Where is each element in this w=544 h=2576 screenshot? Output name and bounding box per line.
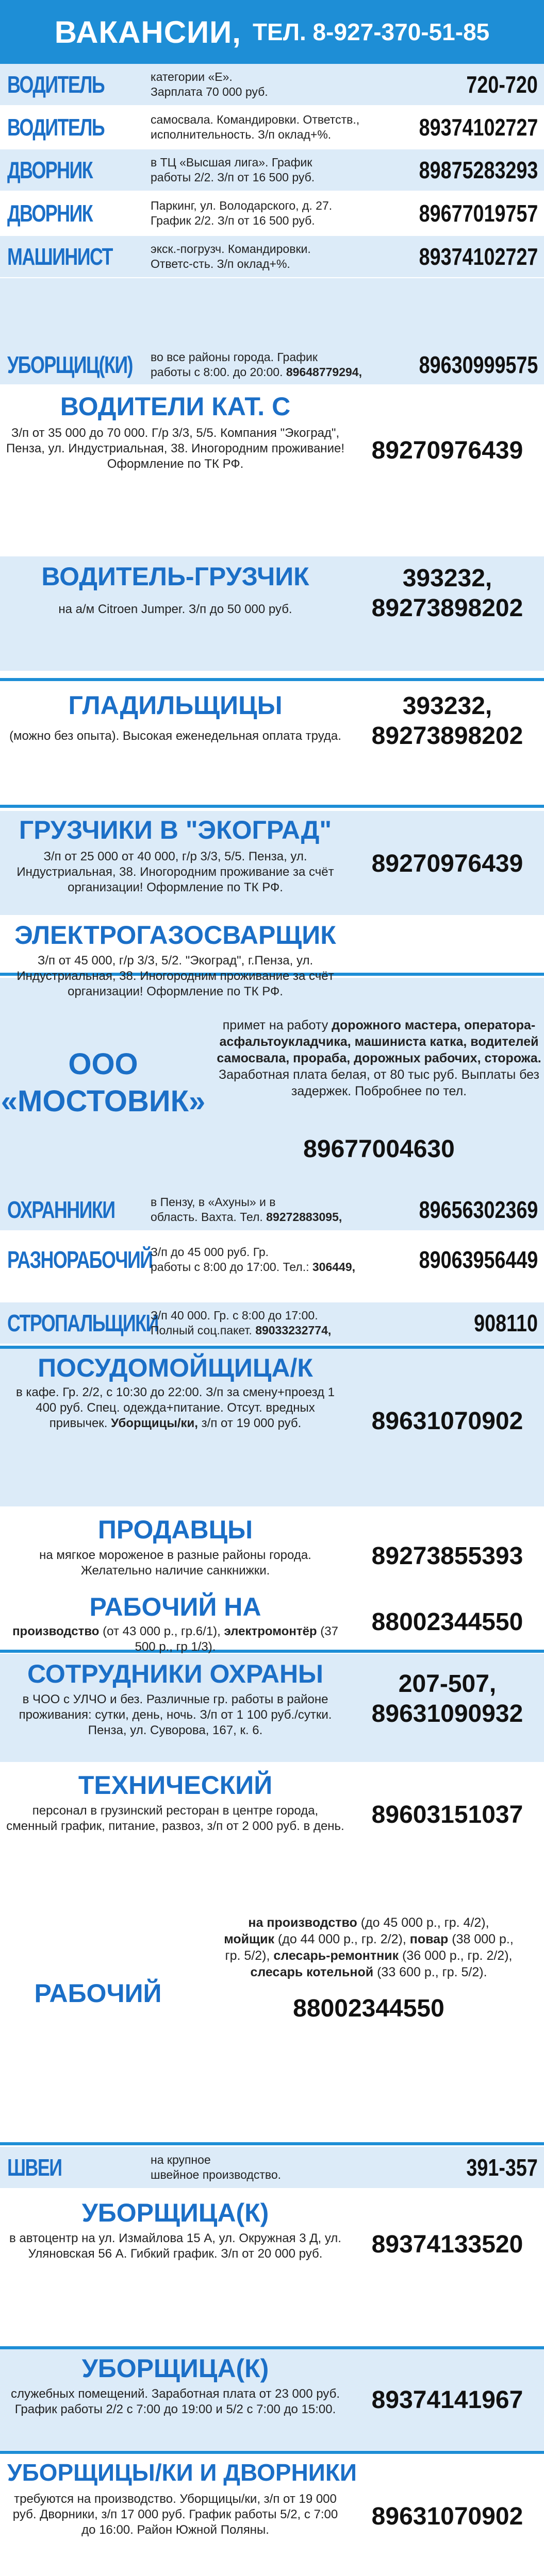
job-title: ДВОРНИК [7, 200, 93, 227]
job-phone: 89270976439 [371, 850, 523, 877]
divider [0, 2346, 544, 2349]
job-phone: 88002344550 [293, 1995, 444, 2022]
job-phone: 89374133520 [371, 2231, 523, 2258]
job-phone: 393232, 89273898202 [371, 692, 523, 750]
job-phone: 207-507, 89631090932 [371, 1670, 523, 1727]
listing-row [0, 64, 544, 105]
job-phone: 89630999575 [419, 351, 538, 378]
listing-row [0, 1239, 544, 1280]
job-title: СОТРУДНИКИ ОХРАНЫ [27, 1659, 324, 1688]
job-phone: 89631070902 [371, 2503, 523, 2530]
job-description: на мягкое мороженое в разные районы города. Желательно наличие санкнижки. [39, 1548, 311, 1578]
company-description: примет на работу дорожного мастера, оператора-асфальтоукладчика, машиниста катка, водителей самосвала, прораба, дорожных рабочих, сторожа. Заработная плата белая, от 80 тыс руб. Выплаты без задержек. Побробнее по тел. [217, 1018, 541, 1098]
job-title: ОХРАННИКИ [7, 1196, 115, 1223]
job-title: МАШИНИСТ [7, 243, 112, 270]
job-description: Паркинг, ул. Володарского, д. 27. График 2/2. З/п от 16 500 руб. [151, 199, 333, 227]
divider [0, 2142, 544, 2145]
job-description: служебных помещений. Заработная плата от 23 000 руб. График работы 2/2 с 7:00 до 19:00 и 5/2 с 7:00 до 15:00. [11, 2387, 340, 2416]
job-title: ВОДИТЕЛЬ [7, 71, 105, 98]
job-phone: 89374102727 [419, 243, 538, 270]
job-title: ВОДИТЕЛЬ-ГРУЗЧИК [41, 562, 309, 591]
header-title: ВАКАНСИИ, [54, 14, 241, 49]
job-title: ПОСУДОМОЙЩИЦА/К [38, 1353, 313, 1382]
job-phone: 88002344550 [371, 1608, 523, 1636]
listing-row [0, 149, 544, 191]
company-name: ООО «МОСТОВИК» [1, 1047, 206, 1118]
job-description: во все районы города. График работы с 8:00. до 20:00. 89648779294, [151, 350, 362, 379]
divider [0, 2451, 544, 2454]
job-title: ГЛАДИЛЬЩИЦЫ [68, 691, 283, 720]
job-description: на производство (до 45 000 р., гр. 4/2), мойщик (до 44 000 р., гр. 2/2), повар (38 000 р., гр. 5/2), слесарь-ремонтник (36 000 р., гр. 2/2), слесарь котельной (33 600 р., гр. 5/2). [224, 1916, 514, 1979]
job-phone: 393232, 89273898202 [371, 565, 523, 622]
listing-row [0, 2147, 544, 2188]
job-description: З/п от 45 000, г/р 3/3, 5/2. "Экоград", г.Пенза, ул. Индустриальная, 38. Иногородним проживание за счёт организации! Оформление по ТК РФ. [17, 954, 334, 998]
job-phone: 89374102727 [419, 114, 538, 141]
divider [0, 805, 544, 808]
job-title: РАБОЧИЙ НА [89, 1592, 261, 1621]
divider [0, 678, 544, 681]
job-description: З/п 40 000. Гр. с 8:00 до 17:00. Полный соц.пакет. 89033232774, [151, 1309, 332, 1337]
job-description: категории «Е». Зарплата 70 000 руб. [151, 70, 268, 98]
job-description: в ТЦ «Высшая лига». График работы 2/2. З/п от 16 500 руб. [151, 156, 315, 184]
divider [0, 1346, 544, 1349]
listing-row [0, 193, 544, 234]
job-phone: 89875283293 [419, 157, 538, 183]
job-description: требуются на производство. Уборщицы/ки, з/п от 19 000 руб. Дворники, з/п 17 000 руб. График работы 5/2, с 7:00 до 16:00. Район Южной Поляны. [12, 2492, 338, 2537]
job-title: УБОРЩИЦА(К) [81, 2354, 269, 2383]
job-phone: 89631070902 [371, 1408, 523, 1435]
listing-row [0, 1189, 544, 1230]
job-title: ДВОРНИК [7, 157, 93, 183]
job-phone: 89656302369 [419, 1196, 538, 1223]
job-description: производство (от 43 000 р., гр.6/1), электромонтёр (37 500 р., гр 1/3). [12, 1624, 338, 1654]
job-description: З/п до 45 000 руб. Гр. работы с 8:00 до 17:00. Тел.: 306449, [151, 1245, 355, 1274]
job-description: в ЧОО с УЛЧО и без. Различные гр. работы в районе проживания: сутки, день, ночь. З/п от 1 100 руб./сутки. Пенза, ул. Суворова, 167, к. 6. [19, 1692, 332, 1737]
job-description: на крупное швейное производство. [151, 2153, 281, 2181]
job-title: ВОДИТЕЛЬ [7, 114, 105, 141]
job-title: РАБОЧИЙ [34, 1979, 162, 2008]
job-title: ЭЛЕКТРОГАЗОСВАРЩИК [14, 921, 336, 950]
listing-row [0, 107, 544, 148]
job-title: ГРУЗЧИКИ В "ЭКОГРАД" [19, 816, 332, 844]
header-banner [0, 0, 544, 64]
listing-row [0, 1302, 544, 1344]
job-description: в кафе. Гр. 2/2, с 10:30 до 22:00. З/п за смену+проезд 1 400 руб. Спец. одежда+питание. Отсут. вредных привычек. Уборщицы/ки, з/п от 19 000 руб. [15, 1385, 335, 1430]
job-description: в автоцентр на ул. Измайлова 15 А, ул. Окружная 3 Д, ул. Уляновская 56 А. Гибкий график. З/п от 20 000 руб. [9, 2231, 341, 2261]
job-title: УБОРЩИЦ(КИ) [7, 351, 133, 378]
job-phone: 89063956449 [419, 1246, 538, 1273]
job-title: ТЕХНИЧЕСКИЙ [78, 1771, 273, 1800]
job-title: СТРОПАЛЬЩИКИ [7, 1310, 158, 1336]
job-description: на а/м Citroen Jumper. З/п до 50 000 руб. [58, 602, 292, 616]
job-phone: 89603151037 [371, 1801, 523, 1828]
job-title: РАЗНОРАБОЧИЙ [7, 1246, 153, 1273]
job-phone: 89374141967 [371, 2386, 523, 2414]
job-description: персонал в грузинский ресторан в центре города, сменный график, питание, развоз, з/п от 2 000 руб. в день. [6, 1804, 344, 1833]
job-phone: 720-720 [466, 71, 538, 98]
job-phone: 89270976439 [371, 437, 523, 464]
job-description: (можно без опыта). Высокая еженедельная оплата труда. [9, 729, 341, 743]
job-description: самосвала. Командировки. Ответств., исполнительность. З/п оклад+%. [151, 113, 360, 141]
listing-row [0, 344, 544, 385]
job-title: ВОДИТЕЛИ КАТ. С [60, 392, 291, 421]
job-title: УБОРЩИЦА(К) [81, 2198, 269, 2227]
job-title: ПРОДАВЦЫ [97, 1515, 253, 1544]
job-description: З/п от 35 000 до 70 000. Г/р 3/3, 5/5. Компания "Экоград", Пенза, ул. Индустриальная, 38. Иногородним проживание! Оформление по ТК РФ. [6, 426, 344, 471]
job-phone: 89677019757 [419, 200, 538, 227]
header-phone: ТЕЛ. 8-927-370-51-85 [252, 19, 490, 45]
job-phone: 89273855393 [371, 1543, 523, 1570]
job-title: УБОРЩИЦЫ/КИ И ДВОРНИКИ [7, 2459, 357, 2486]
job-description: экск.-погрузч. Командировки. Ответс-сть. З/п оклад+%. [151, 242, 311, 270]
company-phone: 89677004630 [303, 1136, 455, 1163]
job-description: в Пензу, в «Ахуны» и в область. Вахта. Тел. 89272883095, [151, 1195, 342, 1224]
listing-row [0, 236, 544, 277]
job-phone: 908110 [474, 1310, 538, 1336]
job-title: ШВЕИ [7, 2154, 62, 2181]
job-description: З/п от 25 000 от 40 000, г/р 3/3, 5/5. Пенза, ул. Индустриальная, 38. Иногородним проживание за счёт организации! Оформление по ТК РФ. [17, 850, 334, 894]
job-phone: 391-357 [466, 2154, 538, 2181]
